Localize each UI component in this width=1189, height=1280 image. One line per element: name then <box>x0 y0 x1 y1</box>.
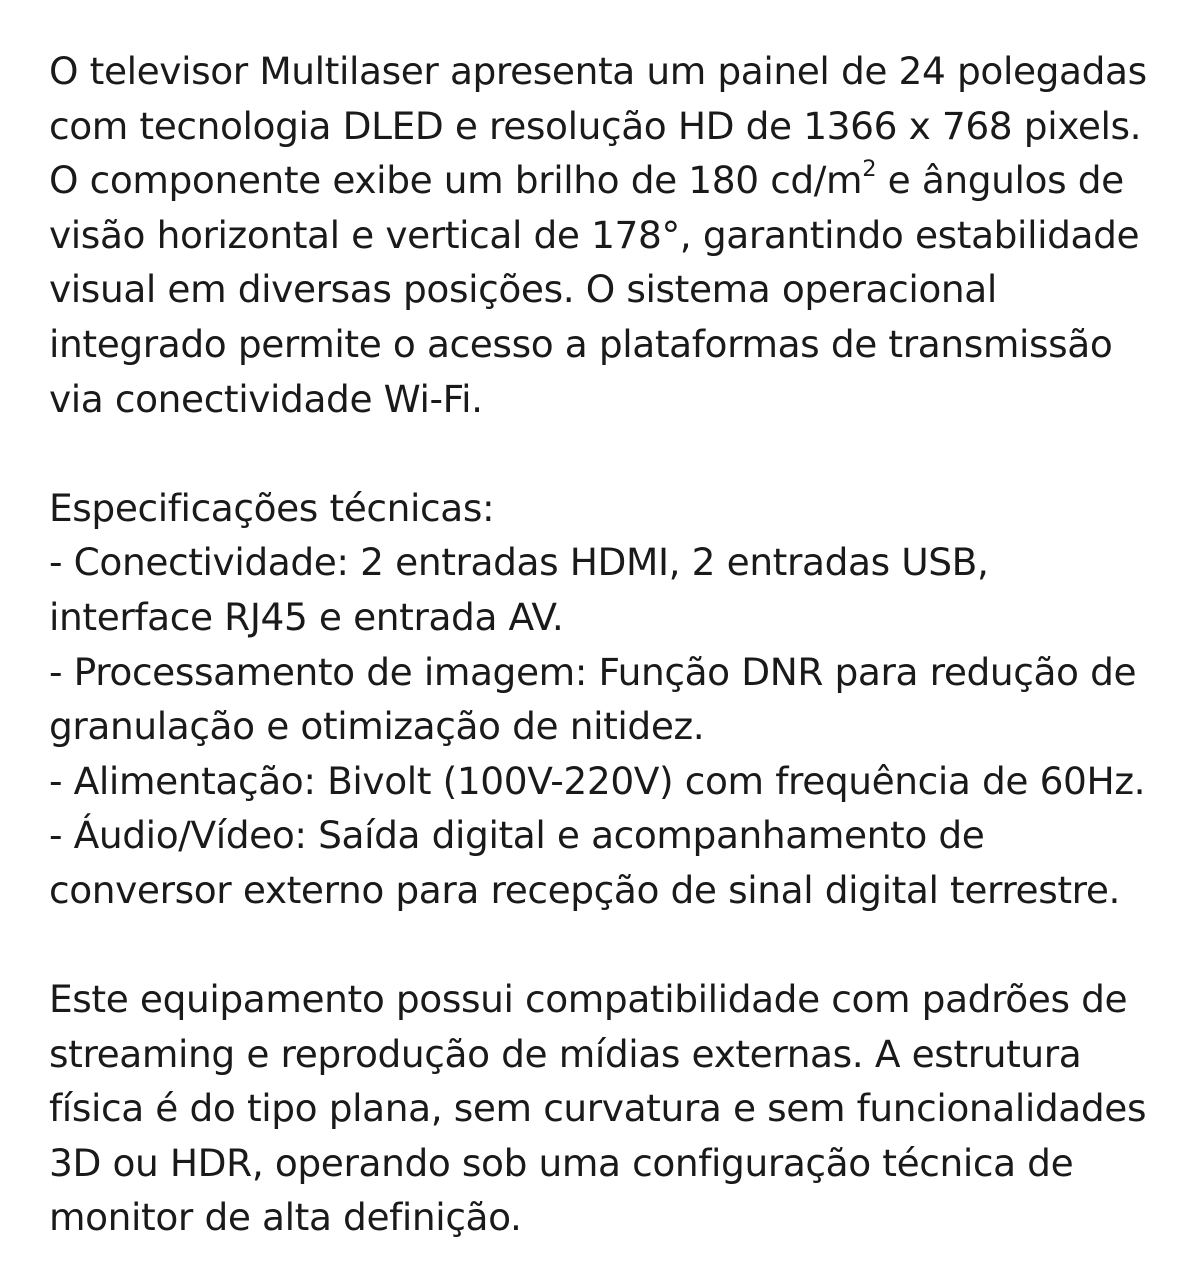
specs-section <box>49 481 1159 918</box>
spec-item-power: - Alimentação: Bivolt (100V-220V) com frequência de 60Hz. <box>49 758 1146 803</box>
specs-heading: Especificações técnicas: <box>49 485 495 530</box>
product-description <box>49 44 1159 1245</box>
spec-item-audio-video: - Áudio/Vídeo: Saída digital e acompanhamento de conversor externo para recepção de sinal digital terrestre. <box>49 813 1121 912</box>
paragraph-spacer <box>49 426 1159 481</box>
spec-item-image-processing: - Processamento de imagem: Função DNR para redução de granulação e otimização de nitidez. <box>49 649 1137 749</box>
spec-item-connectivity: - Conectividade: 2 entradas HDMI, 2 entradas USB, interface RJ45 e entrada AV. <box>49 540 989 639</box>
superscript-unit: 2 <box>862 156 877 183</box>
intro-text: O televisor Multilaser apresenta um painel de 24 polegadas com tecnologia DLED e resolução HD de 1366 x 768 pixels. O componente exibe um brilho de 180 cd/m <box>49 49 1147 203</box>
closing-paragraph: Este equipamento possui compatibilidade com padrões de streaming e reprodução de mídias externas. A estrutura física é do tipo plana, sem curvatura e sem funcionalidades 3D ou HDR, operando sob uma configuração técnica de monitor de alta definição. <box>49 977 1147 1240</box>
intro-paragraph <box>49 44 1159 426</box>
intro-text-continued: e ângulos de visão horizontal e vertical de 178°, garantindo estabilidade visual em diversas posições. O sistema operacional integrado permite o acesso a plataformas de transmissão via conectividade Wi-Fi. <box>49 158 1140 421</box>
paragraph-spacer <box>49 918 1159 973</box>
